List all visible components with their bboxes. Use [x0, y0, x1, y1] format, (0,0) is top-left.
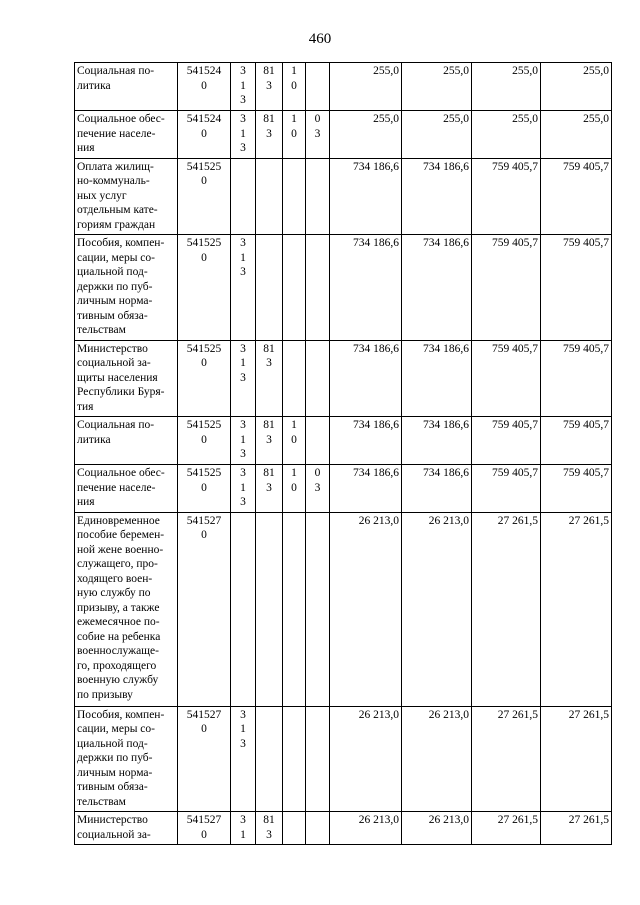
section-code-cell	[231, 512, 256, 706]
amount-cell-2: 734 186,6	[402, 417, 472, 465]
amount-cell-4: 255,0	[541, 111, 612, 159]
group-code-cell	[283, 512, 306, 706]
item-name-cell-line: циальной под-	[77, 266, 148, 278]
amount-cell-1: 26 213,0	[330, 706, 402, 812]
section-code-cell	[231, 63, 256, 111]
amount-cell-3: 759 405,7	[472, 340, 541, 417]
amount-cell-1: 734 186,6	[330, 465, 402, 513]
table-row	[75, 512, 612, 706]
target-code-cell-line: 0	[201, 127, 207, 140]
item-name-cell-line: ежемесячное по-	[77, 616, 160, 628]
amount-cell-2: 26 213,0	[402, 812, 472, 845]
item-name-cell-line: Министерство	[77, 814, 148, 826]
amount-cell-2: 255,0	[402, 111, 472, 159]
item-name-cell	[75, 706, 178, 812]
amount-cell-4: 27 261,5	[541, 706, 612, 812]
section-code-cell-line: 1	[240, 481, 246, 494]
item-name-cell-line: держки по пуб-	[77, 752, 153, 764]
section-code-cell-line: 3	[240, 237, 246, 249]
item-name-cell-line: Республики Буря-	[77, 386, 165, 398]
amount-cell-3: 27 261,5	[472, 512, 541, 706]
group-code-cell	[283, 706, 306, 812]
group-code-cell	[283, 63, 306, 111]
section-code-cell	[231, 235, 256, 341]
amount-cell-1: 734 186,6	[330, 158, 402, 235]
item-name-cell-line: тия	[77, 400, 94, 413]
group-code-cell	[283, 235, 306, 341]
target-code-cell-line: 0	[201, 175, 207, 187]
subgroup-code-cell	[306, 158, 330, 235]
item-name-cell	[75, 465, 178, 513]
target-code-cell	[178, 465, 231, 513]
item-name-cell-line: отдельным кате-	[77, 204, 158, 216]
item-name-cell	[75, 63, 178, 111]
subsection-code-cell-line: 3	[266, 433, 272, 446]
section-code-cell-line: 3	[240, 814, 246, 826]
budget-table	[74, 62, 612, 845]
section-code-cell-line: 3	[240, 65, 246, 77]
target-code-cell	[178, 417, 231, 465]
subsection-code-cell	[256, 158, 283, 235]
subsection-code-cell	[256, 417, 283, 465]
item-name-cell-line: но-коммуналь-	[77, 175, 150, 187]
subgroup-code-cell-line: 3	[314, 127, 321, 140]
target-code-cell	[178, 340, 231, 417]
table-row	[75, 235, 612, 341]
target-code-cell-line: 541525	[186, 419, 222, 431]
subsection-code-cell	[256, 63, 283, 111]
subsection-code-cell	[256, 235, 283, 341]
amount-cell-1: 734 186,6	[330, 417, 402, 465]
group-code-cell	[283, 812, 306, 845]
section-code-cell-line: 3	[240, 113, 246, 125]
section-code-cell	[231, 417, 256, 465]
item-name-cell-line: Оплата жилищ-	[77, 160, 154, 173]
amount-cell-1: 26 213,0	[330, 812, 402, 845]
amount-cell-3: 759 405,7	[472, 465, 541, 513]
subgroup-code-cell	[306, 706, 330, 812]
section-code-cell-line: 1	[240, 828, 246, 841]
target-code-cell-line: 0	[201, 79, 207, 92]
amount-cell-4: 255,0	[541, 63, 612, 111]
item-name-cell-line: военнослужаще-	[77, 645, 159, 657]
item-name-cell-line: личным норма-	[77, 295, 153, 307]
item-name-cell-line: печение населе-	[77, 481, 156, 494]
amount-cell-3: 759 405,7	[472, 417, 541, 465]
item-name-cell-line: Социальное обес-	[77, 467, 165, 479]
group-code-cell-line: 0	[291, 433, 297, 446]
table-row	[75, 706, 612, 812]
group-code-cell-line: 1	[291, 467, 297, 479]
item-name-cell-line: по призыву	[77, 688, 133, 701]
section-code-cell-line: 3	[240, 371, 246, 384]
section-code-cell	[231, 706, 256, 812]
section-code-cell-line: 1	[240, 433, 246, 446]
subgroup-code-cell	[306, 111, 330, 159]
target-code-cell	[178, 812, 231, 845]
section-code-cell-line: 3	[240, 419, 246, 431]
item-name-cell-line: сации, меры со-	[77, 723, 155, 735]
item-name-cell-line: социальной за-	[77, 828, 151, 841]
amount-cell-4: 759 405,7	[541, 465, 612, 513]
table-row	[75, 812, 612, 845]
amount-cell-2: 734 186,6	[402, 340, 472, 417]
item-name-cell-line: Министерство	[77, 342, 148, 355]
target-code-cell	[178, 512, 231, 706]
table-row	[75, 465, 612, 513]
item-name-cell	[75, 158, 178, 235]
section-code-cell-line: 3	[240, 342, 246, 355]
item-name-cell	[75, 512, 178, 706]
subsection-code-cell-line: 3	[266, 79, 272, 92]
target-code-cell-line: 541525	[186, 467, 222, 479]
group-code-cell	[283, 340, 306, 417]
target-code-cell-line: 541527	[186, 514, 222, 527]
subsection-code-cell-line: 81	[263, 814, 275, 826]
subsection-code-cell	[256, 111, 283, 159]
page-number: 460	[308, 31, 332, 47]
target-code-cell-line: 0	[201, 723, 207, 735]
item-name-cell-line: держки по пуб-	[77, 280, 153, 293]
amount-cell-4: 27 261,5	[541, 512, 612, 706]
amount-cell-4: 759 405,7	[541, 158, 612, 235]
section-code-cell-line: 1	[240, 357, 246, 369]
item-name-cell	[75, 812, 178, 845]
subgroup-code-cell	[306, 812, 330, 845]
item-name-cell-line: щиты населения	[77, 371, 158, 384]
item-name-cell-line: социальной за-	[77, 357, 151, 369]
amount-cell-1: 26 213,0	[330, 512, 402, 706]
group-code-cell	[283, 417, 306, 465]
amount-cell-2: 26 213,0	[402, 706, 472, 812]
item-name-cell-line: ных услуг	[77, 189, 127, 202]
section-code-cell-line: 3	[240, 496, 246, 508]
item-name-cell-line: литика	[77, 79, 111, 92]
group-code-cell-line: 0	[291, 481, 297, 494]
subsection-code-cell-line: 81	[263, 65, 275, 77]
amount-cell-1: 734 186,6	[330, 340, 402, 417]
item-name-cell-line: Социальное обес-	[77, 113, 165, 125]
target-code-cell	[178, 111, 231, 159]
subsection-code-cell-line: 81	[263, 113, 275, 125]
subsection-code-cell-line: 3	[266, 357, 272, 369]
section-code-cell-line: 1	[240, 79, 246, 92]
amount-cell-2: 734 186,6	[402, 465, 472, 513]
target-code-cell-line: 0	[201, 357, 207, 369]
subgroup-code-cell	[306, 235, 330, 341]
target-code-cell-line: 541525	[186, 160, 222, 173]
subsection-code-cell-line: 3	[266, 127, 272, 140]
target-code-cell-line: 0	[201, 251, 207, 264]
amount-cell-4: 759 405,7	[541, 417, 612, 465]
amount-cell-2: 255,0	[402, 63, 472, 111]
item-name-cell-line: Социальная по-	[77, 419, 155, 431]
item-name-cell-line: пособие беремен-	[77, 529, 165, 541]
item-name-cell-line: тельствам	[77, 795, 126, 808]
item-name-cell	[75, 417, 178, 465]
section-code-cell-line: 3	[240, 448, 246, 460]
group-code-cell-line: 1	[291, 65, 297, 77]
section-code-cell-line: 1	[240, 251, 246, 264]
subgroup-code-cell-line: 0	[314, 467, 321, 479]
target-code-cell	[178, 158, 231, 235]
amount-cell-3: 255,0	[472, 63, 541, 111]
amount-cell-3: 255,0	[472, 111, 541, 159]
item-name-cell-line: призыву, а также	[77, 601, 160, 614]
subgroup-code-cell-line: 3	[314, 481, 321, 494]
target-code-cell-line: 541525	[186, 237, 222, 249]
item-name-cell	[75, 340, 178, 417]
amount-cell-1: 255,0	[330, 111, 402, 159]
table-row	[75, 111, 612, 159]
amount-cell-4: 759 405,7	[541, 235, 612, 341]
target-code-cell-line: 0	[201, 529, 207, 541]
section-code-cell-line: 3	[240, 94, 246, 106]
item-name-cell-line: сации, меры со-	[77, 251, 155, 264]
item-name-cell-line: циальной под-	[77, 737, 148, 750]
section-code-cell-line: 3	[240, 266, 246, 278]
table-body	[75, 63, 612, 845]
item-name-cell-line: ную службу по	[77, 587, 151, 599]
subsection-code-cell	[256, 706, 283, 812]
section-code-cell-line: 3	[240, 467, 246, 479]
table-row	[75, 417, 612, 465]
subgroup-code-cell	[306, 512, 330, 706]
item-name-cell-line: военную службу	[77, 674, 159, 686]
target-code-cell-line: 0	[201, 481, 207, 494]
subgroup-code-cell	[306, 340, 330, 417]
subgroup-code-cell	[306, 465, 330, 513]
subgroup-code-cell	[306, 63, 330, 111]
amount-cell-3: 27 261,5	[472, 706, 541, 812]
item-name-cell-line: ходящего воен-	[77, 572, 153, 585]
group-code-cell	[283, 465, 306, 513]
item-name-cell-line: собие на ребенка	[77, 630, 161, 643]
target-code-cell-line: 541524	[186, 113, 222, 125]
section-code-cell	[231, 465, 256, 513]
subsection-code-cell	[256, 465, 283, 513]
item-name-cell-line: го, проходящего	[77, 659, 157, 672]
item-name-cell-line: литика	[77, 433, 111, 446]
target-code-cell-line: 0	[201, 433, 207, 446]
group-code-cell-line: 1	[291, 113, 297, 125]
amount-cell-1: 255,0	[330, 63, 402, 111]
subsection-code-cell	[256, 340, 283, 417]
amount-cell-3: 27 261,5	[472, 812, 541, 845]
target-code-cell-line: 541524	[186, 65, 222, 77]
item-name-cell-line: тивным обяза-	[77, 309, 148, 322]
group-code-cell	[283, 111, 306, 159]
group-code-cell-line: 0	[291, 127, 297, 140]
amount-cell-2: 734 186,6	[402, 235, 472, 341]
amount-cell-2: 734 186,6	[402, 158, 472, 235]
group-code-cell-line: 1	[291, 419, 297, 431]
subsection-code-cell	[256, 812, 283, 845]
section-code-cell-line: 3	[240, 737, 246, 750]
subgroup-code-cell-line: 0	[314, 113, 321, 125]
item-name-cell-line: тивным обяза-	[77, 781, 148, 793]
item-name-cell-line: гориям граждан	[77, 218, 156, 231]
target-code-cell	[178, 706, 231, 812]
subsection-code-cell-line: 3	[266, 828, 272, 841]
item-name-cell-line: печение населе-	[77, 127, 156, 140]
subgroup-code-cell	[306, 417, 330, 465]
section-code-cell-line: 1	[240, 127, 246, 140]
amount-cell-4: 759 405,7	[541, 340, 612, 417]
amount-cell-3: 759 405,7	[472, 158, 541, 235]
table-row	[75, 158, 612, 235]
target-code-cell-line: 541525	[186, 342, 222, 355]
item-name-cell	[75, 235, 178, 341]
target-code-cell	[178, 235, 231, 341]
target-code-cell	[178, 63, 231, 111]
item-name-cell-line: Единовременное	[77, 514, 160, 527]
section-code-cell-line: 1	[240, 723, 246, 735]
section-code-cell	[231, 812, 256, 845]
target-code-cell-line: 541527	[186, 814, 222, 826]
item-name-cell-line: ния	[77, 142, 95, 154]
item-name-cell-line: ной жене военно-	[77, 543, 164, 556]
item-name-cell-line: ния	[77, 496, 95, 508]
item-name-cell-line: Социальная по-	[77, 65, 155, 77]
item-name-cell-line: Пособия, компен-	[77, 708, 165, 721]
subsection-code-cell	[256, 512, 283, 706]
section-code-cell	[231, 158, 256, 235]
amount-cell-1: 734 186,6	[330, 235, 402, 341]
item-name-cell	[75, 111, 178, 159]
item-name-cell-line: личным норма-	[77, 766, 153, 779]
amount-cell-4: 27 261,5	[541, 812, 612, 845]
subsection-code-cell-line: 81	[263, 467, 275, 479]
item-name-cell-line: Пособия, компен-	[77, 237, 165, 249]
item-name-cell-line: служащего, про-	[77, 558, 158, 570]
group-code-cell	[283, 158, 306, 235]
table-row	[75, 63, 612, 111]
group-code-cell-line: 0	[291, 79, 297, 92]
subsection-code-cell-line: 81	[263, 419, 275, 431]
subsection-code-cell-line: 3	[266, 481, 272, 494]
section-code-cell	[231, 111, 256, 159]
amount-cell-3: 759 405,7	[472, 235, 541, 341]
section-code-cell-line: 3	[240, 142, 246, 154]
section-code-cell-line: 3	[240, 708, 246, 721]
amount-cell-2: 26 213,0	[402, 512, 472, 706]
subsection-code-cell-line: 81	[263, 342, 275, 355]
section-code-cell	[231, 340, 256, 417]
target-code-cell-line: 0	[201, 828, 207, 841]
item-name-cell-line: тельствам	[77, 324, 126, 336]
table-row	[75, 340, 612, 417]
target-code-cell-line: 541527	[186, 708, 222, 721]
